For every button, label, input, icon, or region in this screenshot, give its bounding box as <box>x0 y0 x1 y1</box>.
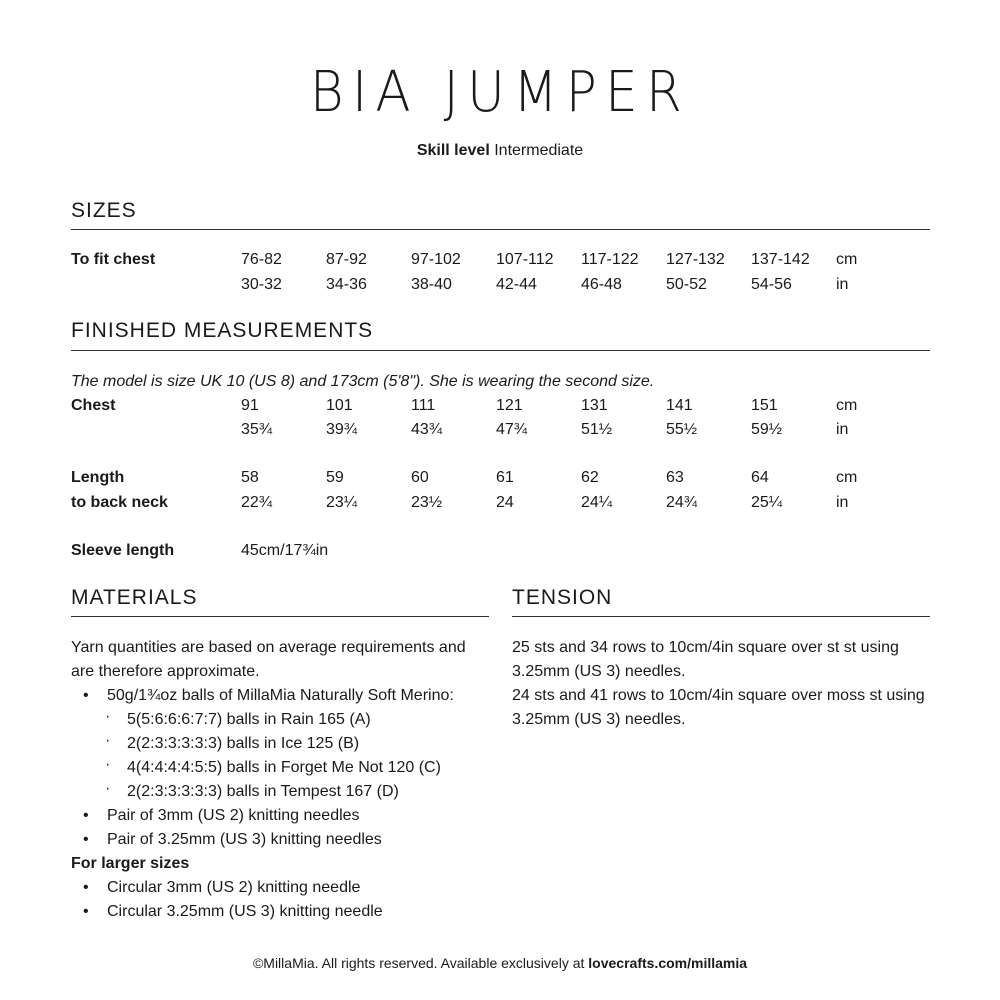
bullet-icon: • <box>83 903 89 920</box>
bullet-icon: • <box>83 831 89 848</box>
length-unit-in: in <box>836 494 849 511</box>
length-cm-3: 60 <box>411 469 429 486</box>
circular-325mm: Circular 3.25mm (US 3) knitting needle <box>107 903 383 920</box>
size-in-1: 30-32 <box>241 276 282 293</box>
back-neck-label: to back neck <box>71 494 168 511</box>
chest-cm-row <box>71 397 930 419</box>
colour-b: 2(2:3:3:3:3:3) balls in Ice 125 (B) <box>127 735 360 752</box>
sleeve-length-label: Sleeve length <box>71 542 175 559</box>
chest-cm-4: 121 <box>496 397 523 414</box>
size-in-5: 46-48 <box>581 276 622 293</box>
skill-level-label: Skill level <box>416 142 490 159</box>
circular-3mm: Circular 3mm (US 2) knitting needle <box>107 879 361 896</box>
tension-heading: TENSION <box>512 586 613 609</box>
size-cm-2: 87-92 <box>326 251 367 268</box>
chest-unit-cm: cm <box>836 397 858 414</box>
materials-list <box>71 684 491 924</box>
unit-cm: cm <box>836 251 858 268</box>
length-in-1: 22¾ <box>241 494 273 511</box>
colour-a: 5(5:6:6:6:7:7) balls in Rain 165 (A) <box>127 711 371 728</box>
bullet-icon: • <box>83 687 89 704</box>
size-cm-4: 107-112 <box>496 251 554 268</box>
sizes-divider <box>71 229 930 230</box>
sleeve-row <box>71 542 930 564</box>
sizes-heading: SIZES <box>71 199 137 222</box>
chest-cm-2: 101 <box>326 397 353 414</box>
sub-bullet-icon: · <box>105 732 111 749</box>
chest-unit-in: in <box>836 421 849 438</box>
tension-line-2: 24 sts and 41 rows to 10cm/4in square over moss st using 3.25mm (US 3) needles. <box>512 687 925 728</box>
length-in-4: 24 <box>496 494 514 511</box>
copyright-text: ©MillaMia. All rights reserved. Available exclusively at <box>252 955 589 971</box>
sizes-in-row <box>71 276 930 298</box>
needle-325mm: Pair of 3.25mm (US 3) knitting needles <box>107 831 382 848</box>
size-cm-3: 97-102 <box>411 251 461 268</box>
chest-in-7: 59½ <box>751 421 783 438</box>
chest-in-1: 35¾ <box>241 421 273 438</box>
length-in-5: 24¼ <box>581 494 613 511</box>
length-cm-6: 63 <box>666 469 684 486</box>
yarn-text: 50g/1¾oz balls of MillaMia Naturally Soft Merino: <box>107 687 454 704</box>
model-note: The model is size UK 10 (US 8) and 173cm (5'8"). She is wearing the second size. <box>71 373 655 390</box>
length-in-6: 24¾ <box>666 494 698 511</box>
length-cm-2: 59 <box>326 469 344 486</box>
lovecrafts-link[interactable]: lovecrafts.com/millamia <box>588 955 748 971</box>
chest-cm-7: 151 <box>751 397 778 414</box>
chest-cm-5: 131 <box>581 397 608 414</box>
bullet-icon: • <box>83 879 89 896</box>
chest-cm-6: 141 <box>666 397 693 414</box>
size-cm-5: 117-122 <box>581 251 639 268</box>
list-item <box>71 684 491 708</box>
length-in-7: 25¼ <box>751 494 783 511</box>
tension-divider <box>512 616 930 617</box>
length-unit-cm: cm <box>836 469 858 486</box>
sizes-cm-row <box>71 251 930 273</box>
footer <box>0 955 1000 971</box>
unit-in: in <box>836 276 849 293</box>
sleeve-length-value: 45cm/17¾in <box>241 542 329 559</box>
list-item <box>71 900 491 924</box>
length-cm-5: 62 <box>581 469 599 486</box>
list-item <box>71 732 491 756</box>
sub-bullet-icon: · <box>105 708 111 725</box>
chest-in-6: 55½ <box>666 421 698 438</box>
chest-cm-1: 91 <box>241 397 259 414</box>
sub-bullet-icon: · <box>105 756 111 773</box>
length-in-2: 23¼ <box>326 494 358 511</box>
chest-in-4: 47¾ <box>496 421 528 438</box>
list-item <box>71 708 491 732</box>
list-item <box>71 828 491 852</box>
length-in-3: 23½ <box>411 494 443 511</box>
size-in-3: 38-40 <box>411 276 452 293</box>
chest-cm-3: 111 <box>411 397 436 414</box>
size-in-4: 42-44 <box>496 276 537 293</box>
bullet-icon: • <box>83 807 89 824</box>
colour-c: 4(4:4:4:4:5:5) balls in Forget Me Not 120 (C) <box>127 759 441 776</box>
chest-in-2: 39¾ <box>326 421 358 438</box>
chest-in-row <box>71 421 930 443</box>
chest-in-3: 43¾ <box>411 421 443 438</box>
length-label: Length <box>71 469 125 486</box>
size-in-2: 34-36 <box>326 276 367 293</box>
larger-sizes-heading: For larger sizes <box>71 855 190 872</box>
colour-d: 2(2:3:3:3:3:3) balls in Tempest 167 (D) <box>127 783 399 800</box>
length-cm-1: 58 <box>241 469 259 486</box>
size-cm-6: 127-132 <box>666 251 725 268</box>
finished-divider <box>71 350 930 351</box>
chest-label: Chest <box>71 397 116 414</box>
size-in-7: 54-56 <box>751 276 792 293</box>
materials-intro: Yarn quantities are based on average requirements and are therefore approximate. <box>71 639 466 680</box>
tension-line-1: 25 sts and 34 rows to 10cm/4in square over st st using 3.25mm (US 3) needles. <box>512 639 899 680</box>
list-item <box>71 756 491 780</box>
size-cm-1: 76-82 <box>241 251 282 268</box>
materials-heading: MATERIALS <box>71 586 198 609</box>
list-item <box>71 804 491 828</box>
skill-level-value: Intermediate <box>494 142 584 159</box>
size-cm-7: 137-142 <box>751 251 810 268</box>
to-fit-chest-label: To fit chest <box>71 251 156 268</box>
length-cm-7: 64 <box>751 469 769 486</box>
size-in-6: 50-52 <box>666 276 707 293</box>
finished-heading: FINISHED MEASUREMENTS <box>71 319 374 342</box>
chest-in-5: 51½ <box>581 421 613 438</box>
length-cm-row <box>71 469 930 491</box>
length-cm-4: 61 <box>496 469 514 486</box>
length-in-row <box>71 494 930 516</box>
page-title: BIA JUMPER <box>309 60 691 125</box>
list-item <box>71 876 491 900</box>
skill-level <box>0 142 1000 160</box>
list-item <box>71 780 491 804</box>
materials-divider <box>71 616 489 617</box>
needle-3mm: Pair of 3mm (US 2) knitting needles <box>107 807 360 824</box>
sub-bullet-icon: · <box>105 780 111 797</box>
